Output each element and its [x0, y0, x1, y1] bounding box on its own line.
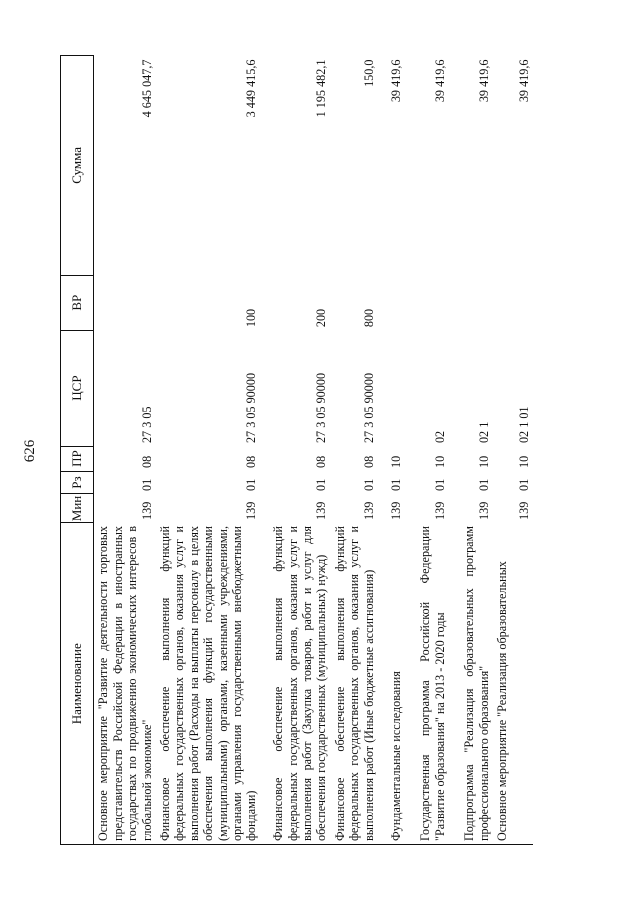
cell-pr: 10: [476, 455, 491, 469]
cell-min: 139: [432, 501, 447, 520]
header-sum: Сумма: [61, 56, 94, 276]
cell-name: Финансовое обеспечение выполнения функций федеральных государственных органов, оказания услуг и выполнения работ (Иные бюджетные ассигнования): [331, 523, 378, 845]
cell-min: 139: [388, 501, 403, 520]
cell-sum: 150,0: [361, 59, 376, 87]
rotated-table-wrapper: [60, 55, 600, 845]
cell-vr: 200: [314, 308, 329, 328]
cell-name: Финансовое обеспечение выполнения функций федеральных государственных органов, оказания услуг и выполнения работ (Закупка товаров, работ и услуг для обеспечения государственных (муниципальных) нужд): [261, 523, 331, 845]
cell-sum: 3 449 415,6: [244, 59, 259, 118]
cell-csr: 27 3 05: [139, 406, 154, 444]
table-row: [156, 56, 261, 845]
cell-csr: 02: [432, 430, 447, 444]
cell-csr: 02 1: [476, 421, 491, 444]
budget-table: [60, 55, 533, 845]
header-pr: ПР: [61, 446, 94, 471]
table-row: [331, 56, 378, 845]
cell-sum: 39 419,6: [476, 59, 491, 103]
cell-csr: [378, 330, 405, 446]
cell-rz: 01: [244, 478, 259, 491]
header-min: Мин: [61, 494, 94, 523]
cell-sum: 39 419,6: [388, 59, 403, 103]
cell-vr: [449, 275, 493, 330]
table-row: [449, 56, 493, 845]
cell-sum: 39 419,6: [516, 59, 531, 103]
header-name: Наименование: [61, 523, 94, 845]
cell-rz: 01: [516, 478, 531, 491]
cell-rz: 01: [361, 478, 376, 491]
cell-min: 139: [139, 501, 154, 520]
page-number: 626: [22, 439, 38, 463]
header-csr: ЦСР: [61, 330, 94, 446]
table-header-row: [61, 56, 94, 845]
cell-vr: [405, 275, 449, 330]
cell-csr: 27 3 05 90000: [244, 372, 259, 444]
cell-pr: 10: [388, 455, 403, 469]
cell-rz: 01: [314, 478, 329, 491]
cell-name: Фундаментальные исследования: [378, 523, 405, 845]
cell-csr: 27 3 05 90000: [314, 372, 329, 444]
cell-rz: 01: [476, 478, 491, 491]
cell-rz: 01: [388, 478, 403, 491]
cell-pr: 10: [516, 455, 531, 469]
cell-vr: 100: [244, 308, 259, 328]
table-row: [405, 56, 449, 845]
cell-sum: 39 419,6: [432, 59, 447, 103]
header-vr: ВР: [61, 275, 94, 330]
cell-min: 139: [244, 501, 259, 520]
cell-csr: 02 1 01: [516, 406, 531, 444]
cell-vr: [94, 275, 157, 330]
cell-rz: 01: [139, 478, 154, 491]
cell-min: 139: [476, 501, 491, 520]
cell-pr: 08: [244, 455, 259, 469]
cell-pr: 08: [139, 455, 154, 469]
cell-min: 139: [361, 501, 376, 520]
cell-pr: 08: [314, 455, 329, 469]
cell-name: Основное мероприятие "Развитие деятельности торговых представительств Российской Федерации в иностранных государствах по продвижению экономических интересов в глобальной экономике": [94, 523, 157, 845]
cell-min: 139: [516, 501, 531, 520]
cell-csr: 27 3 05 90000: [361, 372, 376, 444]
cell-name: Основное мероприятие "Реализация образовательных: [493, 523, 533, 845]
cell-name: Государственная программа Российской Федерации "Развитие образования" на 2013 - 2020 годы: [405, 523, 449, 845]
table-row: [378, 56, 405, 845]
cell-name: Финансовое обеспечение выполнения функций федеральных государственных органов, оказания услуг и выполнения работ (Расходы на выплаты персоналу в целях обеспечения выполнения функций государственными (муниципальными) органами, казенными учреждениями, органами управления государственными внебюджетными фондами): [156, 523, 261, 845]
cell-sum: 4 645 047,7: [139, 59, 154, 118]
cell-rz: 01: [432, 478, 447, 491]
cell-pr: 08: [361, 455, 376, 469]
cell-name: Подпрограмма "Реализация образовательных программ профессионального образования": [449, 523, 493, 845]
table-row: [261, 56, 331, 845]
cell-vr: [493, 275, 533, 330]
cell-vr: [378, 275, 405, 330]
header-rz: Рз: [61, 471, 94, 494]
cell-min: 139: [314, 501, 329, 520]
table-row: [94, 56, 157, 845]
table-row: [493, 56, 533, 845]
cell-sum: 1 195 482,1: [314, 59, 329, 118]
cell-pr: 10: [432, 455, 447, 469]
cell-vr: 800: [361, 308, 376, 328]
